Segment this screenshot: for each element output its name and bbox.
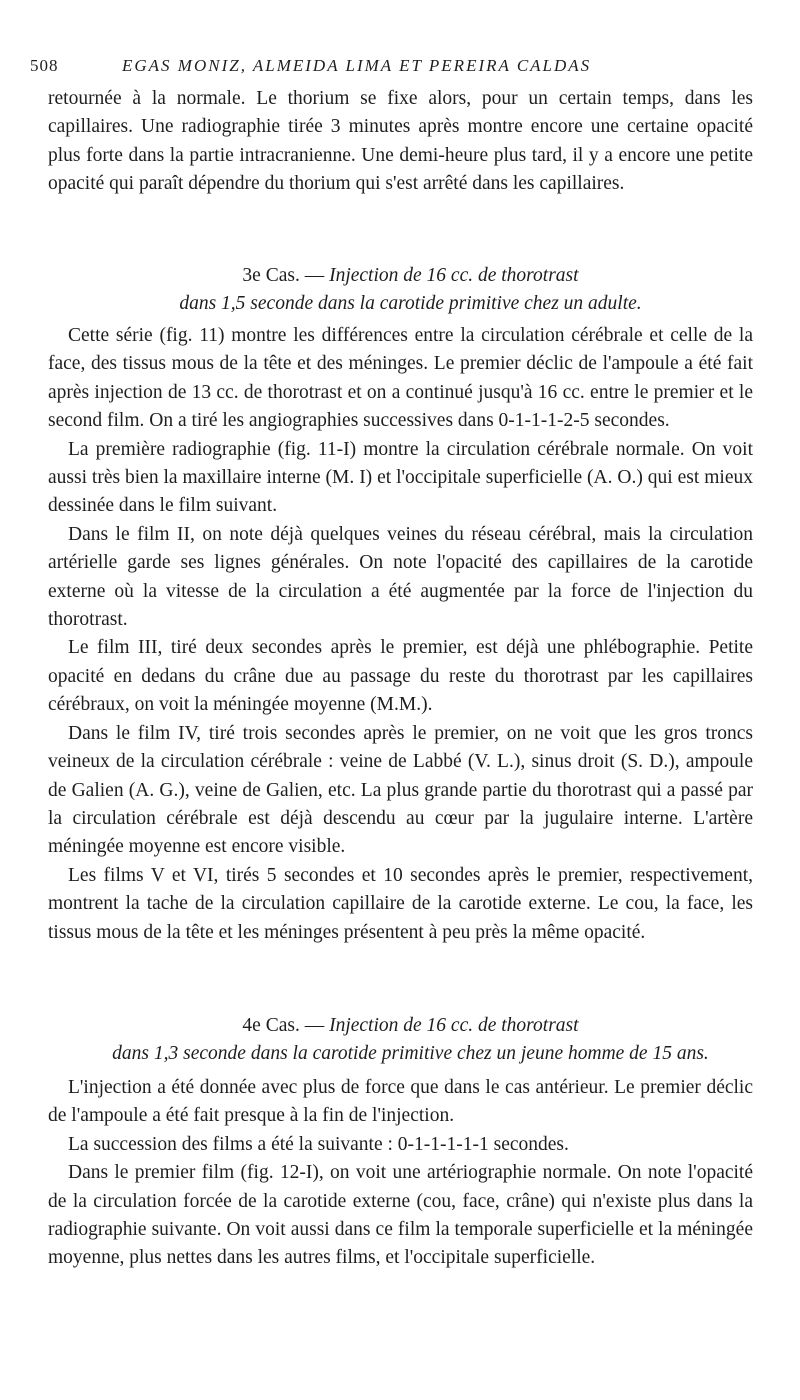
case3-title-text: Injection de 16 cc. de thorotrast <box>329 265 579 286</box>
case4-title-line1 <box>48 1012 753 1040</box>
paragraph: La succession des films a été la suivante : 0-1-1-1-1-1 secondes. <box>68 1133 569 1155</box>
paragraph: Dans le film IV, tiré trois secondes après le premier, on ne voit que les gros troncs veineux de la circulation cérébrale : veine de Labbé (V. L.), sinus droit (S. D.), ampoule de Galien (A. G.), veine de Galien, etc. La plus grande partie du thorotrast qui a passé par la circulation cérébrale est déjà descendu au cœur par la jugulaire interne. L'artère méningée moyenne est encore visible. <box>48 722 753 858</box>
case4-title-line2: dans 1,3 seconde dans la carotide primitive chez un jeune homme de 15 ans. <box>112 1043 709 1065</box>
case4-heading <box>48 1012 753 1069</box>
case4-title-text: Injection de 16 cc. de thorotrast <box>329 1015 579 1036</box>
case4-label: 4e Cas. <box>242 1015 300 1036</box>
case3-dash: — <box>304 265 325 286</box>
intro-block <box>48 85 753 199</box>
paragraph: La première radiographie (fig. 11-I) montre la circulation cérébrale normale. On voit aussi très bien la maxillaire interne (M. I) et l'occipitale superficielle (A. O.) qui est mieux dessinée dans le film suivant. <box>48 438 753 517</box>
page-header <box>30 56 770 80</box>
case3-body <box>48 322 753 947</box>
case3-heading <box>48 262 753 319</box>
running-head: EGAS MONIZ, ALMEIDA LIMA ET PEREIRA CALDAS <box>122 56 592 75</box>
case3-title-line1 <box>48 262 753 290</box>
paragraph: Le film III, tiré deux secondes après le premier, est déjà une phlébographie. Petite opacité en dedans du crâne due au passage du reste du thorotrast par les capillaires cérébraux, on voit la méningée moyenne (M.M.). <box>48 637 753 716</box>
case3-label: 3e Cas. <box>242 265 300 286</box>
paragraph: L'injection a été donnée avec plus de force que dans le cas antérieur. Le premier déclic de l'ampoule a été fait presque à la fin de l'injection. <box>48 1077 753 1127</box>
page-number: 508 <box>30 56 59 75</box>
paragraph: retournée à la normale. Le thorium se fixe alors, pour un certain temps, dans les capillaires. Une radiographie tirée 3 minutes après montre encore une certaine opacité plus forte dans la partie intracranienne. Une demi-heure plus tard, il y a encore une petite opacité qui paraît dépendre du thorium qui s'est arrêté dans les capillaires. <box>48 88 753 195</box>
paragraph: Dans le film II, on note déjà quelques veines du réseau cérébral, mais la circulation artérielle garde ses lignes générales. On note l'opacité des capillaires de la carotide externe où la vitesse de la circulation a été augmentée par la force de l'injection du thorotrast. <box>48 523 753 631</box>
case3-title-line2: dans 1,5 seconde dans la carotide primitive chez un adulte. <box>179 293 642 315</box>
paragraph: Cette série (fig. 11) montre les différences entre la circulation cérébrale et celle de la face, des tissus mous de la tête et des méninges. Le premier déclic de l'ampoule a été fait après injection de 13 cc. de thorotrast et on a continué jusqu'à 16 cc. entre le premier et le second film. On a tiré les angiographies successives dans 0-1-1-1-2-5 secondes. <box>48 325 753 432</box>
case4-dash: — <box>304 1015 325 1036</box>
paragraph: Dans le premier film (fig. 12-I), on voit une artériographie normale. On note l'opacité de la circulation forcée de la carotide externe (cou, face, crâne) qui n'existe plus dans la radiographie suivante. On voit aussi dans ce film la temporale superficielle et la méningée moyenne, plus nettes dans les autres films, et l'occipitale superficielle. <box>48 1162 753 1269</box>
paragraph: Les films V et VI, tirés 5 secondes et 10 secondes après le premier, respectivement, montrent la tache de la circulation capillaire de la carotide externe. Le cou, la face, les tissus mous de la tête et les méninges présentent à peu près la même opacité. <box>48 864 753 943</box>
case4-body <box>48 1074 753 1273</box>
